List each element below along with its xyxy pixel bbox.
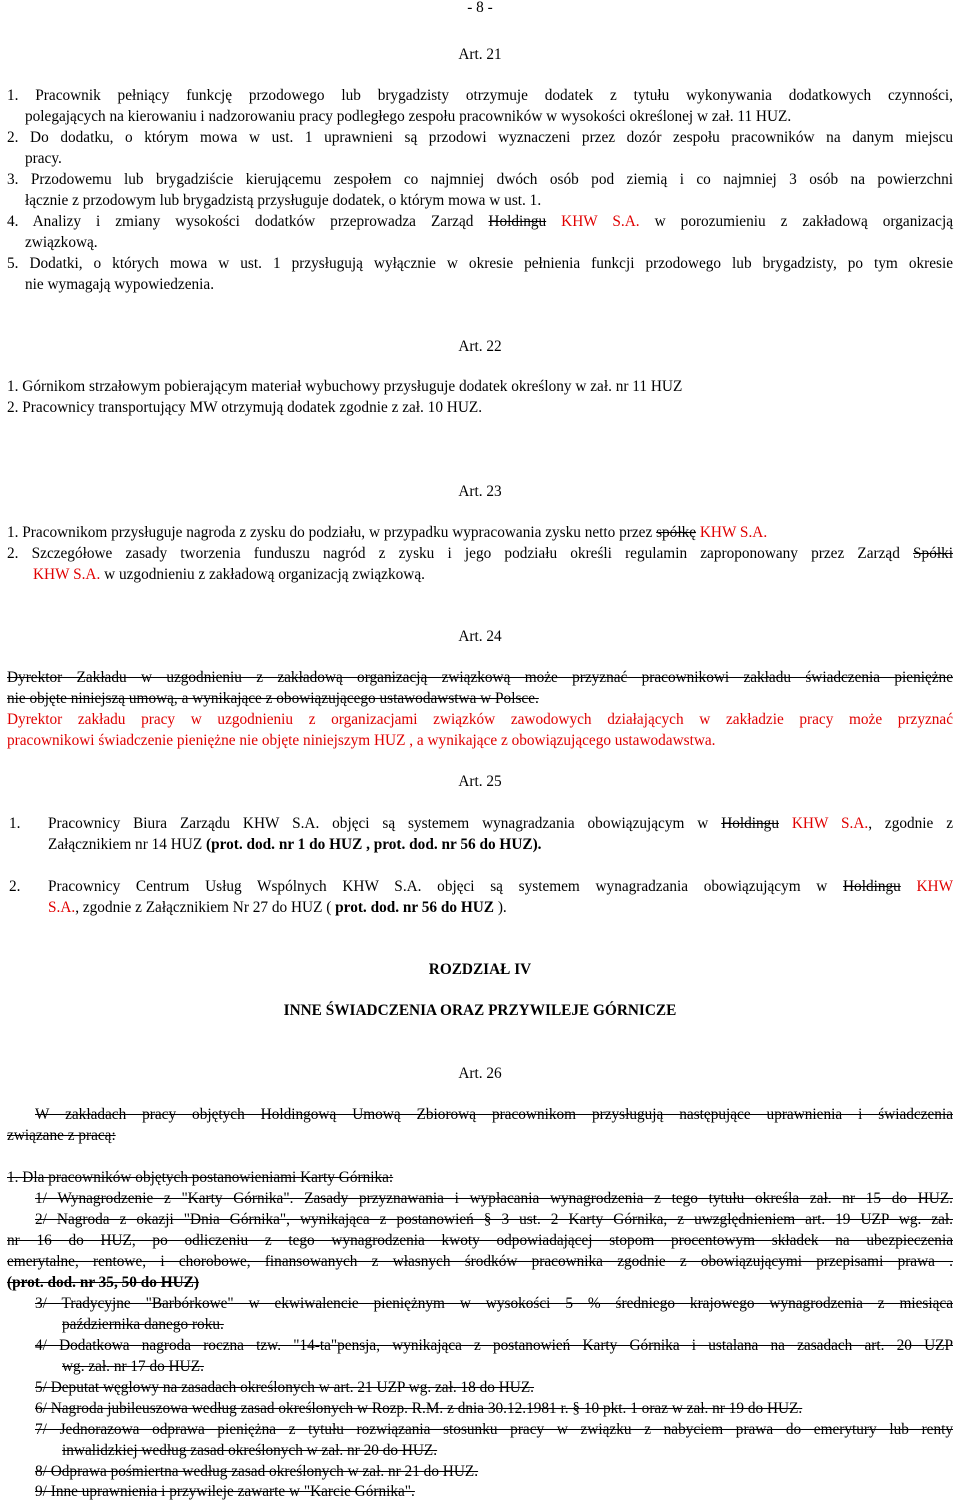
art21-p1-line2: polegających na kierowaniu i nadzorowaniu pracy podległego zespołu pracowników w wysokości określonej w zał. 11 HUZ. — [25, 108, 792, 125]
art21-p2-line1: 2. Do dodatku, o którym mowa w ust. 1 uprawnieni są przodowi wyznaczeni przez dozór zespołu pracowników na danym miejscu — [7, 129, 953, 146]
art23-p1 — [7, 523, 767, 543]
art22-p1: 1. Górnikom strzałowym pobierającym materiał wybuchowy przysługuje dodatek określony w zał. nr 11 HUZ — [7, 378, 683, 395]
art23-p2-line1 — [7, 544, 953, 564]
art21-title: Art. 21 — [458, 46, 502, 63]
art25-title: Art. 25 — [458, 773, 502, 790]
art25-item1-text: Pracownicy Biura Zarządu KHW S.A. objęci są systemem wynagradzania obowiązującym w — [48, 815, 722, 832]
art26-item4-line1: 4/ Dodatkowa nagroda roczna tzw. "14-ta"pensja, wynikająca z postanowień Karty Górnika i ustalana na zasadach art. 20 UZP — [35, 1337, 953, 1354]
art21-p4-line1 — [7, 212, 953, 232]
art24-deleted-line2: nie objęte niniejszą umową, a wynikające z obowiązującego ustawodawstwa w Polsce. — [7, 690, 539, 707]
art23-p1-deleted: spółkę — [656, 524, 697, 541]
art23-p2-text-end: w uzgodnieniu z zakładową organizacją związkową. — [100, 566, 425, 583]
art26-item9: 9/ Inne uprawnienia i przywileje zawarte w "Karcie Górnika". — [35, 1483, 415, 1500]
art26-section1: 1. Dla pracowników objętych postanowieniami Karty Górnika: — [7, 1169, 394, 1186]
art26-item7-line1: 7/ Jednorazowa odprawa pieniężna z tytułu rozwiązania stosunku pracy w związku z nabyciem prawa do emerytury lub renty — [35, 1421, 953, 1438]
art21-p5-line1: 5. Dodatki, o których mowa w ust. 1 przysługują wyłącznie w okresie pełnienia funkcji przodowego lub brygadzisty, po tym okresie — [7, 255, 953, 272]
art26-item7-line2: inwalidzkiej według zasad określonych w zał. nr 20 do HUZ. — [62, 1442, 438, 1459]
art25-item1-line2 — [48, 835, 542, 855]
art26-intro-line1: W zakładach pracy objętych Holdingową Umową Zbiorową pracownikom przysługują następujące uprawnienia i świadczenia — [35, 1106, 953, 1123]
art21-p3-line1: 3. Przodowemu lub brygadziście kierującemu zespołem co najmniej dwóch osób pod ziemią i co najmniej 3 osób na powierzchni — [7, 171, 953, 188]
art21-p4-inserted: KHW S.A. — [546, 213, 640, 230]
art25-item1-protocol: (prot. dod. nr 1 do HUZ , prot. dod. nr 56 do HUZ). — [206, 836, 542, 853]
art24-title: Art. 24 — [458, 628, 502, 645]
art24-inserted-line1: Dyrektor zakładu pracy w uzgodnieniu z organizacjami związków zawodowych działających w zakładzie pracy może przyznać — [7, 711, 953, 728]
chapter-subtitle: INNE ŚWIADCZENIA ORAZ PRZYWILEJE GÓRNICZE — [283, 1002, 677, 1019]
art26-item2-line2: nr 16 do HUZ, po odliczeniu z tego wynagrodzenia kwoty odpowiadającej stopom procentowym składek na ubezpieczenia — [7, 1232, 953, 1249]
art25-item1-number: 1. — [9, 815, 21, 832]
art21-p2-line2: pracy. — [25, 150, 62, 167]
art26-title: Art. 26 — [458, 1065, 502, 1082]
art23-title: Art. 23 — [458, 483, 502, 500]
art26-item4-line2: wg. zał. nr 17 do HUZ. — [62, 1358, 204, 1375]
chapter-title: ROZDZIAŁ IV — [428, 961, 532, 978]
art21-p1-line1: 1. Pracownik pełniący funkcję przodowego lub brygadzisty otrzymuje dodatek z tytułu wykonywania dodatkowych czynności, — [7, 87, 953, 104]
art25-item2-protocol: prot. dod. nr 56 do HUZ — [335, 899, 494, 916]
art23-p1-inserted: KHW S.A. — [696, 524, 768, 541]
art21-p4-text: 4. Analizy i zmiany wysokości dodatków przeprowadza Zarząd — [7, 213, 489, 230]
art23-p2-inserted: KHW S.A. — [33, 566, 101, 583]
art26-item1: 1/ Wynagrodzenie z "Karty Górnika". Zasady przyznawania i wypłacania wynagrodzenia z tego tytułu określa zał. nr 15 do HUZ. — [35, 1190, 953, 1207]
art24-deleted-line1: Dyrektor Zakładu w uzgodnieniu z zakładową organizacją związkową może przyznać pracownikowi zakładu świadczenia pieniężne — [7, 669, 953, 686]
art25-item1-attachment: Załącznikiem nr 14 HUZ — [48, 836, 207, 853]
art21-p4-line2: związkową. — [25, 234, 98, 251]
art25-item2-attachment: , zgodnie z Załącznikiem Nr 27 do HUZ ( — [75, 899, 336, 916]
art21-p5-line2: nie wymagają wypowiedzenia. — [25, 276, 215, 293]
art21-p4-text-end: w porozumieniu z zakładową organizacją — [639, 213, 953, 230]
art25-item1-inserted: KHW S.A. — [778, 815, 869, 832]
art26-item6: 6/ Nagroda jubileuszowa według zasad określonych w Rozp. R.M. z dnia 30.12.1981 r. § 10 pkt. 1 oraz w zał. nr 19 do HUZ. — [35, 1400, 803, 1417]
art25-item1-line1 — [48, 814, 953, 834]
art21-p3-line2: łącznie z przodowym lub brygadzistą przysługuje dodatek, o którym mowa w ust. 1. — [25, 192, 542, 209]
art26-item2-protocol: (prot. dod. nr 35, 50 do HUZ) — [7, 1274, 199, 1291]
art25-item1-text-end: , zgodnie z — [868, 815, 953, 832]
art24-inserted-line2: pracownikowi świadczenie pieniężne nie objęte niniejszym HUZ , a wynikające z obowiązującego ustawodawstwa. — [7, 732, 716, 749]
art25-item2-text: Pracownicy Centrum Usług Wspólnych KHW S.A. objęci są systemem wynagradzania obowiązującym w — [48, 878, 843, 895]
art25-item2-line2 — [48, 898, 507, 918]
art26-item3-line1: 3/ Tradycyjne "Barbórkowe" w ekwiwalencie pieniężnym w wysokości 5 % średniego krajowego wynagrodzenia z miesiąca — [35, 1295, 953, 1312]
art26-item8: 8/ Odprawa pośmiertna według zasad określonych w zał. nr 21 do HUZ. — [35, 1463, 479, 1480]
art23-p2-deleted: Spółki — [913, 545, 953, 562]
art21-p4-deleted: Holdingu — [488, 213, 547, 230]
art23-p2-text: 2. Szczegółowe zasady tworzenia funduszu nagród z zysku i jego podziału określi regulamin zaproponowany przez Zarząd — [7, 545, 914, 562]
art22-p2: 2. Pracownicy transportujący MW otrzymują dodatek zgodnie z zał. 10 HUZ. — [7, 399, 483, 416]
art22-title: Art. 22 — [458, 338, 502, 355]
art25-item2-deleted: Holdingu — [843, 878, 901, 895]
page-number: - 8 - — [467, 0, 493, 16]
art26-item2-line1: 2/ Nagroda z okazji "Dnia Górnika", wynikająca z postanowień § 3 ust. 2 Karty Górnika, z uwzględnieniem art. 19 UZP wg. zał. — [35, 1211, 953, 1228]
art25-item2-inserted-2: S.A. — [48, 899, 76, 916]
art25-item2-number: 2. — [9, 878, 21, 895]
art23-p1-text: 1. Pracownikom przysługuje nagroda z zysku do podziału, w przypadku wypracowania zysku netto przez — [7, 524, 657, 541]
art26-intro-line2: związane z pracą: — [7, 1127, 116, 1144]
art25-item2-close: ). — [494, 899, 507, 916]
art25-item2-line1 — [48, 877, 953, 897]
art25-item2-inserted: KHW — [900, 878, 954, 895]
art26-item5: 5/ Deputat węglowy na zasadach określonych w art. 21 UZP wg. zał. 18 do HUZ. — [35, 1379, 535, 1396]
art23-p2-line2 — [33, 565, 425, 585]
art25-item1-deleted: Holdingu — [721, 815, 779, 832]
art26-item3-line2: października danego roku. — [62, 1316, 224, 1333]
art26-item2-line3: emerytalne, rentowe, i chorobowe, finansowanych z własnych środków pracownika zgodnie z obowiązującymi przepisami prawa . — [7, 1253, 953, 1270]
